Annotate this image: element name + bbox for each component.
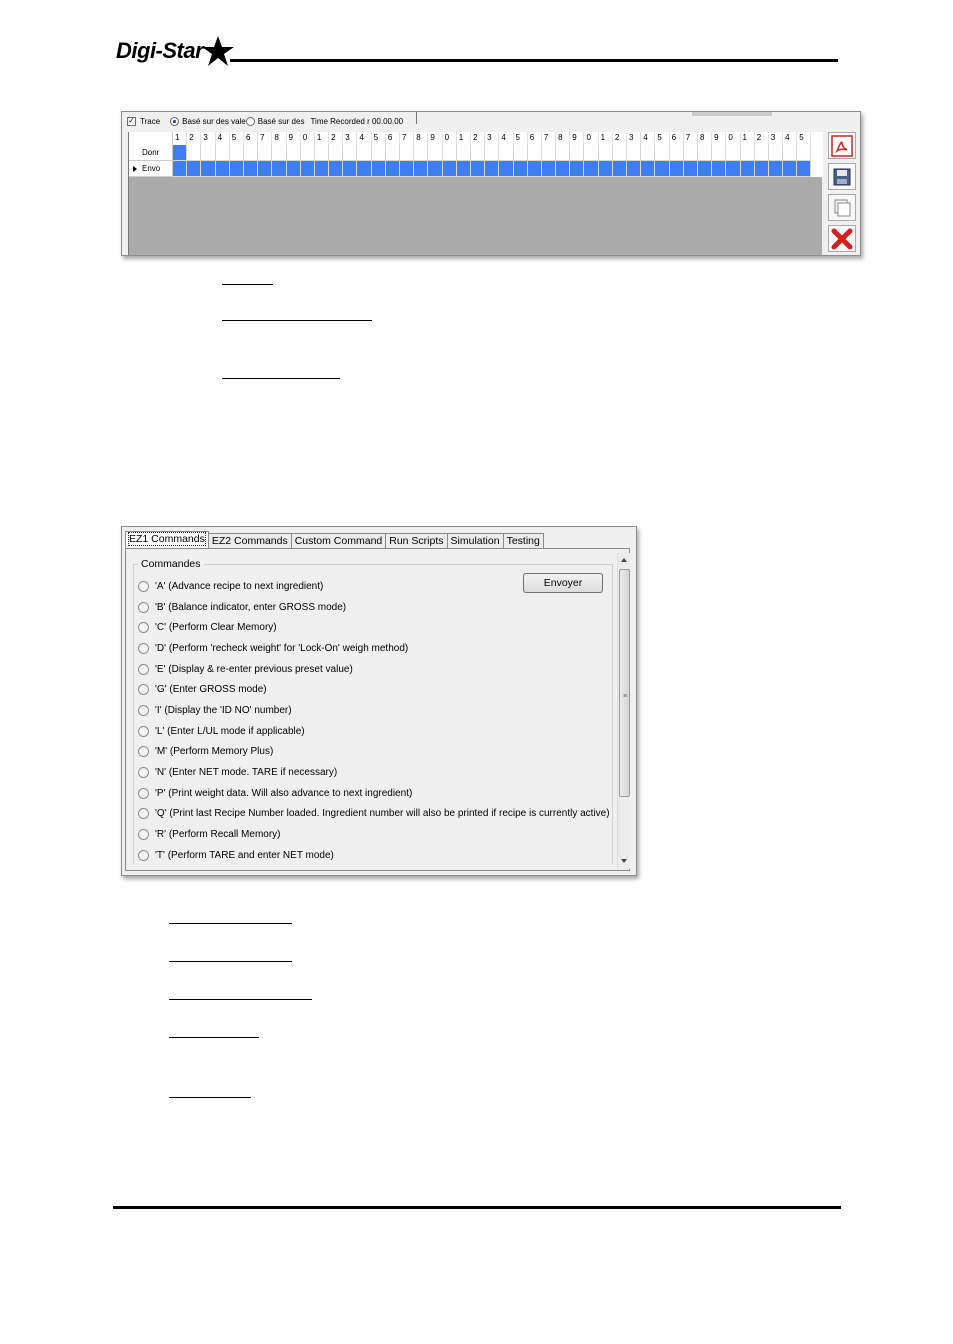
column-header[interactable]: 1 (599, 132, 613, 145)
command-option[interactable] (138, 576, 610, 597)
trace-checkbox[interactable]: ✓ (128, 116, 135, 125)
column-header[interactable]: 3 (485, 132, 499, 145)
grid-cell[interactable] (244, 161, 258, 177)
grid-cell[interactable] (556, 145, 570, 161)
command-label: 'R' (Perform Recall Memory) (155, 829, 281, 841)
copy-button[interactable] (828, 194, 856, 221)
grid-cell[interactable] (230, 145, 244, 161)
command-option[interactable] (138, 762, 610, 783)
column-header[interactable]: 3 (343, 132, 357, 145)
command-label: 'N' (Enter NET mode. TARE if necessary) (155, 767, 338, 779)
grid-cell[interactable] (755, 145, 769, 161)
command-label: 'T' (Perform TARE and enter NET mode) (155, 849, 334, 861)
command-list (138, 576, 610, 866)
grid-header (129, 132, 823, 145)
grid-cell[interactable] (343, 161, 357, 177)
command-option[interactable] (138, 845, 610, 866)
command-tabs (125, 531, 543, 549)
tab-label: EZ2 Commands (211, 535, 288, 547)
command-label: 'L' (Enter L/UL mode if applicable) (155, 725, 305, 737)
grid-cell[interactable] (613, 161, 627, 177)
column-header[interactable]: 0 (584, 132, 598, 145)
pdf-button[interactable] (828, 132, 856, 159)
command-option[interactable] (138, 638, 610, 659)
tab-label: Custom Command (294, 535, 383, 547)
underline-blank (169, 1037, 259, 1038)
grid-cell[interactable] (187, 161, 201, 177)
command-option[interactable] (138, 824, 610, 845)
grip-icon: ≡ (623, 693, 628, 700)
row-cells (173, 145, 823, 161)
grid-cell[interactable] (641, 161, 655, 177)
underline-blank (222, 284, 273, 285)
trace-progress (692, 112, 772, 116)
column-header[interactable]: 5 (230, 132, 244, 145)
grid-cell[interactable] (414, 145, 428, 161)
command-radio[interactable] (138, 684, 149, 695)
grid-cell[interactable] (670, 161, 684, 177)
grid-cell[interactable] (528, 145, 542, 161)
command-option[interactable] (138, 700, 610, 721)
column-header[interactable]: 6 (244, 132, 258, 145)
column-header[interactable]: 9 (428, 132, 442, 145)
grid-cell[interactable] (627, 145, 641, 161)
grid-cell[interactable] (414, 161, 428, 177)
row-header (129, 145, 173, 161)
grid-cell[interactable] (712, 161, 726, 177)
grid-cell[interactable] (655, 161, 669, 177)
grid-cell[interactable] (372, 145, 386, 161)
grid-cell[interactable] (315, 145, 329, 161)
column-header[interactable]: 2 (329, 132, 343, 145)
time-recorded-label: Time Recorded r 00.00.00 (310, 116, 404, 126)
grid-cell[interactable] (797, 161, 811, 177)
grid-cell[interactable] (584, 145, 598, 161)
column-header[interactable]: 6 (670, 132, 684, 145)
grid-cell[interactable] (216, 161, 230, 177)
underline-blank (169, 961, 292, 962)
grid-cell[interactable] (315, 161, 329, 177)
underline-blank (169, 1097, 251, 1098)
vertical-scrollbar[interactable] (617, 553, 630, 869)
grid-cell[interactable] (443, 145, 457, 161)
command-label: 'I' (Display the 'ID NO' number) (155, 704, 292, 716)
values-radio[interactable] (170, 117, 179, 126)
trace-window (121, 111, 861, 256)
tab-run-scripts[interactable] (385, 533, 447, 549)
grid-cell[interactable] (684, 145, 698, 161)
tab-label: Testing (506, 535, 540, 547)
command-label: 'E' (Display & re-enter previous preset value) (155, 663, 353, 675)
column-header[interactable]: 0 (301, 132, 315, 145)
column-header[interactable]: 4 (783, 132, 797, 145)
column-header[interactable]: 4 (641, 132, 655, 145)
grid-cell[interactable] (457, 161, 471, 177)
column-header[interactable]: 7 (258, 132, 272, 145)
command-radio[interactable] (138, 664, 149, 675)
grid-cell[interactable] (201, 145, 215, 161)
row-cells (173, 161, 823, 177)
grid-cell[interactable] (244, 145, 258, 161)
tab-ez1-commands[interactable] (125, 531, 209, 549)
grid-cell[interactable] (258, 145, 272, 161)
row-label: Envo (142, 164, 161, 173)
trace-grid (128, 132, 822, 256)
grid-cell[interactable] (357, 161, 371, 177)
header-rule (230, 59, 838, 62)
grid-row-data[interactable] (129, 145, 823, 161)
grid-cell[interactable] (570, 145, 584, 161)
grid-cell[interactable] (329, 145, 343, 161)
grid-cell[interactable] (471, 161, 485, 177)
grid-cell[interactable] (769, 161, 783, 177)
scroll-thumb[interactable] (619, 569, 630, 797)
command-option[interactable] (138, 597, 610, 618)
time-radio[interactable] (246, 117, 255, 126)
grid-cell[interactable] (783, 161, 797, 177)
grid-cell[interactable] (357, 145, 371, 161)
grid-cell[interactable] (741, 145, 755, 161)
grid-cell[interactable] (627, 161, 641, 177)
command-radio[interactable] (138, 829, 149, 840)
column-header[interactable]: 6 (386, 132, 400, 145)
grid-cell[interactable] (230, 161, 244, 177)
tab-label: Simulation (450, 535, 500, 547)
column-header[interactable]: 5 (655, 132, 669, 145)
save-icon (832, 167, 852, 187)
grid-cell[interactable] (485, 161, 499, 177)
grid-cell[interactable] (712, 145, 726, 161)
column-header[interactable]: 1 (315, 132, 329, 145)
row-header (129, 161, 173, 177)
grid-cell[interactable] (443, 161, 457, 177)
grid-cell[interactable] (684, 161, 698, 177)
column-header[interactable]: 7 (400, 132, 414, 145)
values-radio-label: Basé sur des vale (182, 116, 246, 126)
command-radio[interactable] (138, 602, 149, 613)
grid-cell[interactable] (655, 145, 669, 161)
grid-cell[interactable] (528, 161, 542, 177)
column-header[interactable]: 3 (769, 132, 783, 145)
grid-cell[interactable] (386, 161, 400, 177)
grid-cell[interactable] (542, 161, 556, 177)
column-header[interactable]: 8 (698, 132, 712, 145)
grid-cell[interactable] (641, 145, 655, 161)
column-header[interactable]: 2 (187, 132, 201, 145)
grid-cell[interactable] (698, 145, 712, 161)
grid-cell[interactable] (726, 145, 740, 161)
command-label: 'M' (Perform Memory Plus) (155, 746, 274, 758)
column-header[interactable]: 2 (755, 132, 769, 145)
command-radio[interactable] (138, 705, 149, 716)
column-header[interactable]: 8 (414, 132, 428, 145)
grid-cell[interactable] (769, 145, 783, 161)
command-option[interactable] (138, 742, 610, 763)
tab-custom-command[interactable] (291, 533, 387, 549)
grid-cell[interactable] (372, 161, 386, 177)
column-header[interactable]: 9 (712, 132, 726, 145)
command-label: 'D' (Perform 'recheck weight' for 'Lock-On' weigh method) (155, 642, 409, 654)
star-icon (201, 34, 235, 68)
grid-cell[interactable] (499, 145, 513, 161)
grid-cell[interactable] (514, 161, 528, 177)
tab-simulation[interactable] (447, 533, 504, 549)
tab-panel (125, 548, 630, 871)
grid-cell[interactable] (613, 145, 627, 161)
grid-cell[interactable] (287, 145, 301, 161)
digistar-logo (116, 34, 235, 68)
underline-blank (222, 320, 372, 321)
grid-cell[interactable] (272, 145, 286, 161)
command-option[interactable] (138, 679, 610, 700)
command-label: 'B' (Balance indicator, enter GROSS mode) (155, 601, 347, 613)
grid-cell[interactable] (741, 161, 755, 177)
command-label: 'P' (Print weight data. Will also advance to next ingredient) (155, 787, 413, 799)
grid-cell[interactable] (301, 161, 315, 177)
side-buttons (828, 132, 858, 256)
tab-label: EZ1 Commands (129, 533, 205, 545)
column-header[interactable]: 0 (443, 132, 457, 145)
grid-cell[interactable] (599, 145, 613, 161)
command-radio[interactable] (138, 643, 149, 654)
grid-cell[interactable] (173, 145, 187, 161)
close-icon (831, 228, 853, 250)
command-radio[interactable] (138, 767, 149, 778)
grid-cell[interactable] (216, 145, 230, 161)
grid-cell[interactable] (343, 145, 357, 161)
command-radio[interactable] (138, 850, 149, 861)
grid-column-headers (173, 132, 811, 145)
grid-cell[interactable] (187, 145, 201, 161)
column-header[interactable]: 3 (201, 132, 215, 145)
grid-cell[interactable] (514, 145, 528, 161)
grid-cell[interactable] (301, 145, 315, 161)
trace-toolbar (122, 112, 822, 130)
grid-cell[interactable] (201, 161, 215, 177)
grid-cell[interactable] (173, 161, 187, 177)
command-radio[interactable] (138, 622, 149, 633)
grid-cell[interactable] (584, 161, 598, 177)
column-header[interactable]: 1 (741, 132, 755, 145)
grid-cell[interactable] (471, 145, 485, 161)
grid-cell[interactable] (542, 145, 556, 161)
grid-cell[interactable] (329, 161, 343, 177)
column-header[interactable]: 9 (287, 132, 301, 145)
column-header[interactable]: 5 (372, 132, 386, 145)
grid-cell[interactable] (400, 161, 414, 177)
command-radio[interactable] (138, 746, 149, 757)
command-label: 'C' (Perform Clear Memory) (155, 622, 277, 634)
grid-cell[interactable] (570, 161, 584, 177)
column-header[interactable]: 2 (613, 132, 627, 145)
command-option[interactable] (138, 783, 610, 804)
grid-cell[interactable] (599, 161, 613, 177)
grid-cell[interactable] (457, 145, 471, 161)
column-header[interactable]: 4 (216, 132, 230, 145)
grid-cell[interactable] (272, 161, 286, 177)
column-header[interactable]: 6 (528, 132, 542, 145)
grid-cell[interactable] (726, 161, 740, 177)
save-button[interactable] (828, 163, 856, 190)
grid-cell[interactable] (797, 145, 811, 161)
time-radio-label: Basé sur des (257, 116, 305, 126)
underline-blank (222, 378, 340, 379)
command-option[interactable] (138, 617, 610, 638)
command-option[interactable] (138, 721, 610, 742)
tab-testing[interactable] (503, 533, 544, 549)
close-button[interactable] (828, 225, 856, 252)
command-radio[interactable] (138, 788, 149, 799)
grid-cell[interactable] (386, 145, 400, 161)
grid-cell[interactable] (287, 161, 301, 177)
pdf-icon (831, 135, 853, 157)
tab-label: Run Scripts (389, 535, 444, 547)
column-header[interactable]: 9 (570, 132, 584, 145)
send-button[interactable]: Envoyer (523, 573, 603, 593)
current-row-icon (133, 166, 137, 172)
command-label: 'A' (Advance recipe to next ingredient) (155, 580, 324, 592)
command-radio[interactable] (138, 581, 149, 592)
tab-ez2-commands[interactable] (208, 533, 292, 549)
column-header[interactable]: 4 (357, 132, 371, 145)
copy-icon (832, 198, 852, 218)
grid-cell[interactable] (755, 161, 769, 177)
grid-cell[interactable] (783, 145, 797, 161)
logo-text: Digi-Star (116, 38, 204, 63)
grid-cell[interactable] (499, 161, 513, 177)
grid-corner (129, 132, 173, 145)
command-label: 'G' (Enter GROSS mode) (155, 684, 267, 696)
grid-cell[interactable] (485, 145, 499, 161)
grid-cell[interactable] (670, 145, 684, 161)
underline-blank (169, 923, 292, 924)
column-header[interactable]: 8 (556, 132, 570, 145)
column-header[interactable]: 8 (272, 132, 286, 145)
column-header[interactable]: 5 (797, 132, 811, 145)
scroll-up-icon[interactable] (621, 558, 627, 562)
column-header[interactable]: 0 (726, 132, 740, 145)
column-header[interactable]: 4 (499, 132, 513, 145)
commands-window (121, 526, 637, 876)
command-radio[interactable] (138, 726, 149, 737)
column-header[interactable]: 7 (684, 132, 698, 145)
grid-cell[interactable] (556, 161, 570, 177)
row-label: Donr (142, 148, 160, 157)
column-header[interactable]: 3 (627, 132, 641, 145)
column-header[interactable]: 1 (173, 132, 187, 145)
command-option[interactable] (138, 804, 610, 825)
scroll-down-icon[interactable] (621, 859, 627, 863)
grid-cell[interactable] (258, 161, 272, 177)
command-label: 'Q' (Print last Recipe Number loaded. Ingredient number will also be printed if recipe is currently active) (155, 808, 610, 820)
column-header[interactable]: 5 (514, 132, 528, 145)
grid-cell[interactable] (428, 161, 442, 177)
underline-blank (169, 999, 312, 1000)
footer-rule (113, 1206, 841, 1209)
grid-cell[interactable] (400, 145, 414, 161)
grid-cell[interactable] (428, 145, 442, 161)
column-header[interactable]: 2 (471, 132, 485, 145)
command-radio[interactable] (138, 808, 149, 819)
column-header[interactable]: 1 (457, 132, 471, 145)
command-option[interactable] (138, 659, 610, 680)
group-title: Commandes (138, 558, 204, 570)
grid-row-sent[interactable] (129, 161, 823, 177)
trace-label: Trace (140, 116, 161, 126)
grid-cell[interactable] (698, 161, 712, 177)
column-header[interactable]: 7 (542, 132, 556, 145)
